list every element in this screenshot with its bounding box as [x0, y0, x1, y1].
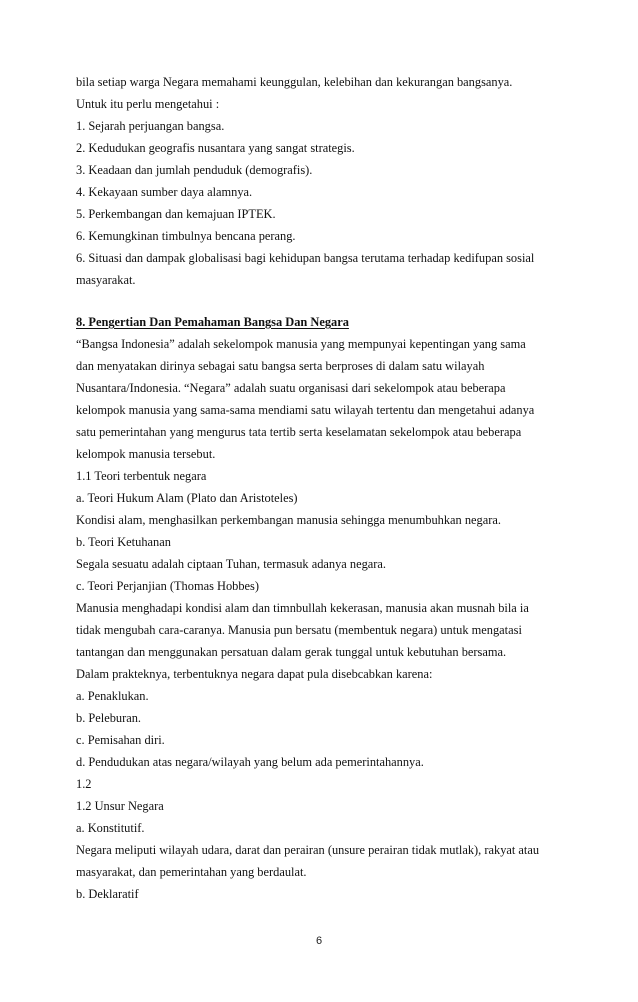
text-line: Nusantara/Indonesia. “Negara” adalah suatu organisasi dari sekelompok atau beberapa [76, 381, 506, 395]
text-line: Manusia menghadapi kondisi alam dan timnbullah kekerasan, manusia akan musnah bila ia [76, 601, 529, 615]
list-item: 5. Perkembangan dan kemajuan IPTEK. [76, 207, 276, 221]
list-item: b. Peleburan. [76, 711, 142, 725]
text-line: satu pemerintahan yang mengurus tata tertib serta keselamatan sekelompok atau beberapa [76, 425, 522, 439]
list-item: 6. Kemungkinan timbulnya bencana perang. [76, 229, 296, 243]
text-line: Kondisi alam, menghasilkan perkembangan manusia sehingga menumbuhkan negara. [76, 513, 501, 527]
text-line: masyarakat. [76, 273, 136, 287]
text-line: Negara meliputi wilayah udara, darat dan perairan (unsure perairan tidak mutlak), rakyat atau [76, 843, 540, 857]
section-8 [76, 311, 566, 905]
list-item: 4. Kekayaan sumber daya alamnya. [76, 185, 253, 199]
page-content [76, 71, 566, 905]
text-line: Segala sesuatu adalah ciptaan Tuhan, termasuk adanya negara. [76, 557, 387, 571]
subsection-title: 1.1 Teori terbentuk negara [76, 469, 207, 483]
list-item: c. Pemisahan diri. [76, 733, 165, 747]
section-heading: 8. Pengertian Dan Pemahaman Bangsa Dan Negara [76, 315, 349, 329]
text-line: kelompok manusia tersebut. [76, 447, 216, 461]
paragraph-gap [76, 291, 566, 311]
list-item: a. Penaklukan. [76, 689, 149, 703]
subsection-item: a. Teori Hukum Alam (Plato dan Aristoteles) [76, 491, 298, 505]
text-line: kelompok manusia yang sama-sama mendiami satu wilayah tertentu dan mengetahui adanya [76, 403, 535, 417]
subsection-item: b. Deklaratif [76, 887, 139, 901]
list-item: d. Pendudukan atas negara/wilayah yang belum ada pemerintahannya. [76, 755, 424, 769]
subsection-number: 1.2 [76, 777, 92, 791]
list-item: 3. Keadaan dan jumlah penduduk (demografis). [76, 163, 313, 177]
page-number: 6 [315, 935, 323, 947]
text-line: Untuk itu perlu mengetahui : [76, 97, 220, 111]
list-item: 1. Sejarah perjuangan bangsa. [76, 119, 225, 133]
text-line: masyarakat, dan pemerintahan yang berdaulat. [76, 865, 307, 879]
text-line: bila setiap warga Negara memahami keunggulan, kelebihan dan kekurangan bangsanya. [76, 75, 513, 89]
list-item: 2. Kedudukan geografis nusantara yang sangat strategis. [76, 141, 355, 155]
text-line: dan menyatakan dirinya sebagai satu bangsa serta berproses di dalam satu wilayah [76, 359, 485, 373]
subsection-item: b. Teori Ketuhanan [76, 535, 171, 549]
intro-text-block [76, 71, 566, 291]
subsection-item: c. Teori Perjanjian (Thomas Hobbes) [76, 579, 259, 593]
subsection-item: a. Konstitutif. [76, 821, 145, 835]
list-item: 6. Situasi dan dampak globalisasi bagi kehidupan bangsa terutama terhadap kedifupan sosial [76, 251, 535, 265]
text-line: tantangan dan menggunakan persatuan dalam gerak tunggal untuk kebutuhan bersama. [76, 645, 507, 659]
text-line: tidak mengubah cara-caranya. Manusia pun bersatu (membentuk negara) untuk mengatasi [76, 623, 522, 637]
text-line: Dalam prakteknya, terbentuknya negara dapat pula disebcabkan karena: [76, 667, 433, 681]
subsection-title: 1.2 Unsur Negara [76, 799, 164, 813]
text-line: “Bangsa Indonesia” adalah sekelompok manusia yang mempunyai kepentingan yang sama [76, 337, 526, 351]
